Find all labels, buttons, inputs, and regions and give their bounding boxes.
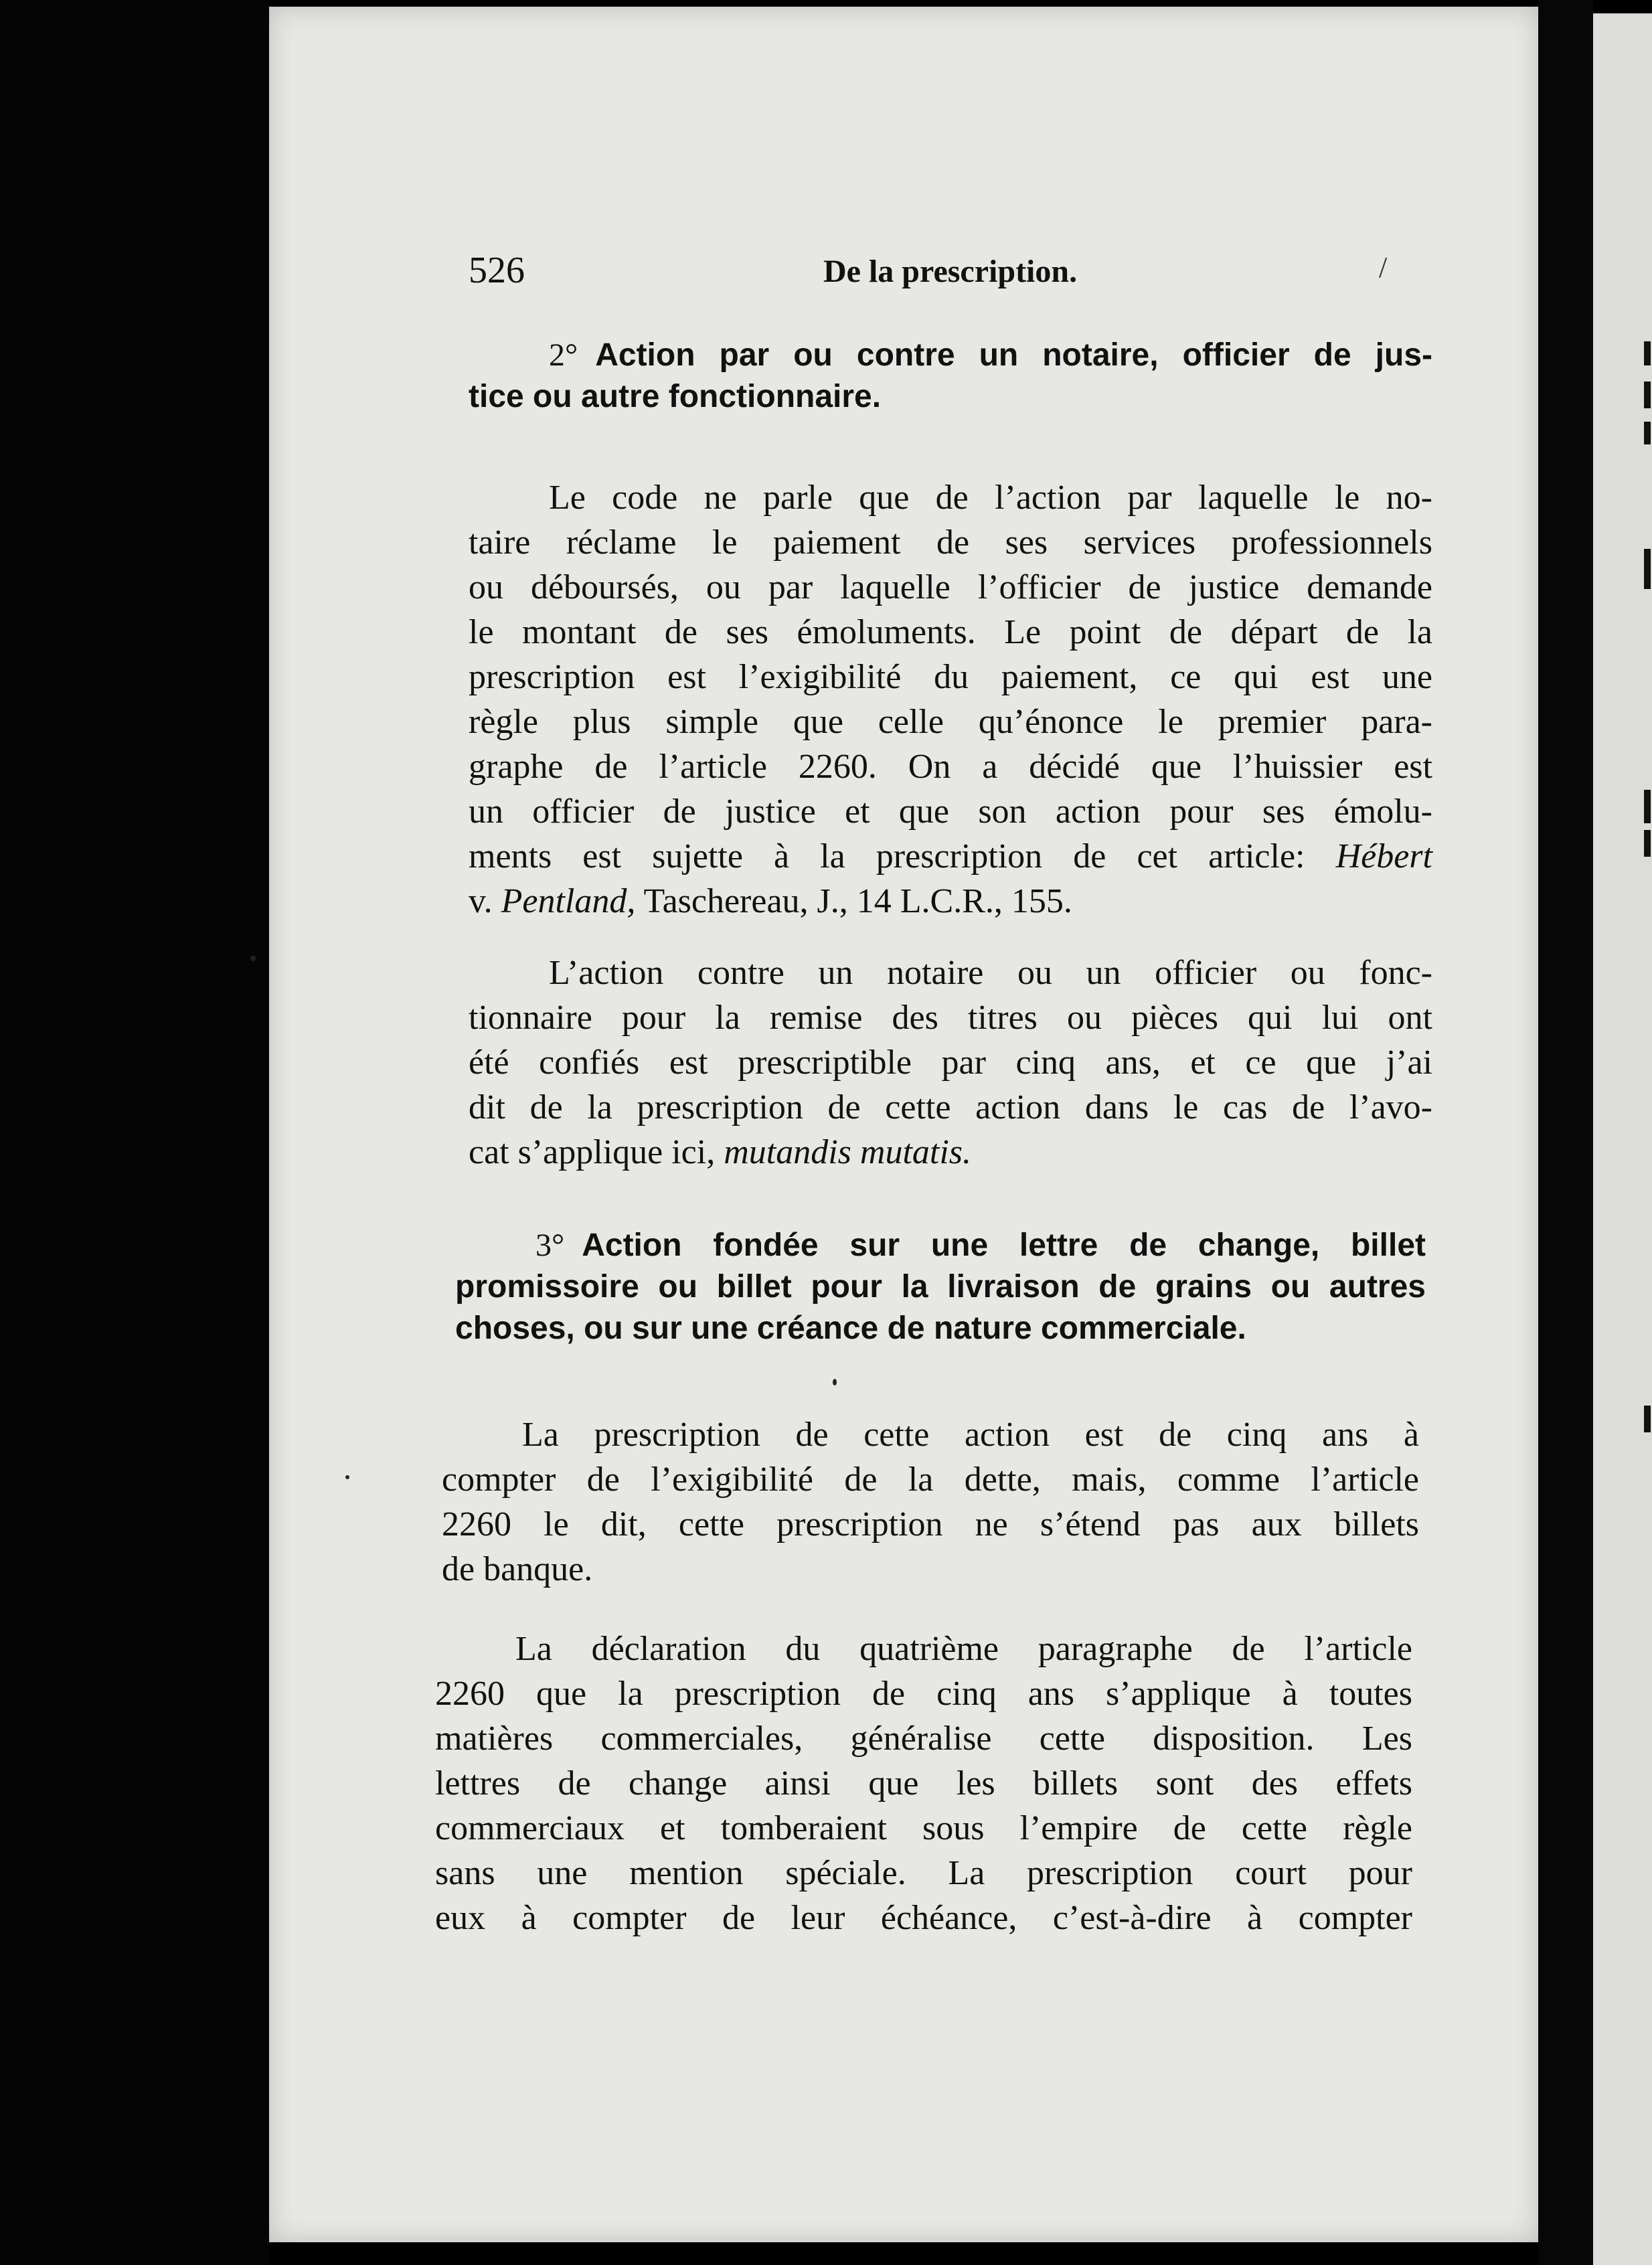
heading-line: 3° Action fondée sur une lettre de change, billet bbox=[535, 1228, 1426, 1263]
stray-mark: / bbox=[1379, 251, 1388, 284]
section-number: 3° bbox=[535, 1228, 565, 1263]
text-line: eux à compter de leur échéance, c’est-à-dire à compter bbox=[435, 1899, 1412, 1937]
section-3-paragraph-1 bbox=[442, 1412, 1419, 1592]
text-line: le montant de ses émoluments. Le point de départ de la bbox=[469, 613, 1432, 651]
adjacent-page-edge bbox=[1593, 13, 1652, 2265]
text-line: cat s’applique ici, mutandis mutatis. bbox=[469, 1133, 972, 1171]
book-gutter bbox=[1538, 0, 1593, 2265]
speck bbox=[833, 1379, 837, 1386]
text-line: matières commerciales, généralise cette disposition. Les bbox=[435, 1719, 1412, 1758]
running-title: De la prescription. bbox=[823, 254, 1078, 289]
text-line: La prescription de cette action est de cinq ans à bbox=[522, 1416, 1419, 1454]
section-3-heading bbox=[455, 1225, 1426, 1349]
text-line: sans une mention spéciale. La prescription court pour bbox=[435, 1854, 1412, 1892]
heading-line: tice ou autre fonctionnaire. bbox=[469, 379, 882, 414]
text-line: ments est sujette à la prescription de cet article: Hébert bbox=[469, 837, 1433, 875]
page-number: 526 bbox=[469, 250, 525, 291]
scan-border-left bbox=[0, 0, 269, 2265]
section-number: 2° bbox=[549, 337, 578, 373]
text-line: dit de la prescription de cette action dans le cas de l’avo- bbox=[469, 1088, 1432, 1126]
case-name: Hébert bbox=[1335, 837, 1433, 875]
text-line: commerciaux et tomberaient sous l’empire de cette règle bbox=[435, 1809, 1412, 1847]
text-line: graphe de l’article 2260. On a décidé que l’huissier est bbox=[469, 748, 1432, 786]
latin-phrase: mutandis mutatis. bbox=[724, 1133, 972, 1171]
section-2-paragraph-1 bbox=[469, 475, 1432, 924]
text-line: été confiés est prescriptible par cinq ans, et ce que j’ai bbox=[469, 1043, 1432, 1082]
text-line: compter de l’exigibilité de la dette, mais, comme l’article bbox=[442, 1460, 1419, 1499]
text-line: un officier de justice et que son action pour ses émolu- bbox=[469, 792, 1432, 831]
text-line: règle plus simple que celle qu’énonce le premier para- bbox=[469, 703, 1432, 741]
text-line: tionnaire pour la remise des titres ou pièces qui lui ont bbox=[469, 999, 1432, 1037]
section-2-paragraph-2 bbox=[469, 950, 1432, 1175]
text-line: v. Pentland, Taschereau, J., 14 L.C.R., 155. bbox=[469, 882, 1072, 920]
heading-line: 2° Action par ou contre un notaire, officier de jus- bbox=[549, 337, 1432, 373]
heading-line: choses, ou sur une créance de nature commerciale. bbox=[455, 1311, 1246, 1346]
text-line: ou déboursés, ou par laquelle l’officier de justice demande bbox=[469, 568, 1432, 606]
text-line: taire réclame le paiement de ses services professionnels bbox=[469, 523, 1432, 562]
text-line: de banque. bbox=[442, 1550, 593, 1588]
text-line: Le code ne parle que de l’action par laquelle le no- bbox=[549, 479, 1432, 517]
text-line: 2260 le dit, cette prescription ne s’étend pas aux billets bbox=[442, 1505, 1419, 1543]
speck bbox=[250, 956, 256, 961]
text-line: lettres de change ainsi que les billets sont des effets bbox=[435, 1764, 1412, 1802]
text-line: 2260 que la prescription de cinq ans s’applique à toutes bbox=[435, 1675, 1412, 1713]
speck bbox=[345, 1475, 349, 1479]
text-line: L’action contre un notaire ou un officier ou fonc- bbox=[549, 954, 1432, 992]
page-header bbox=[469, 249, 1432, 296]
text-line: La déclaration du quatrième paragraphe de l’article bbox=[515, 1630, 1412, 1668]
case-name: Pentland, bbox=[501, 882, 636, 920]
text-line: prescription est l’exigibilité du paiement, ce qui est une bbox=[469, 658, 1432, 696]
section-2-heading bbox=[469, 335, 1432, 418]
section-3-paragraph-2 bbox=[435, 1626, 1412, 1940]
heading-line: promissoire ou billet pour la livraison de grains ou autres bbox=[455, 1269, 1426, 1305]
